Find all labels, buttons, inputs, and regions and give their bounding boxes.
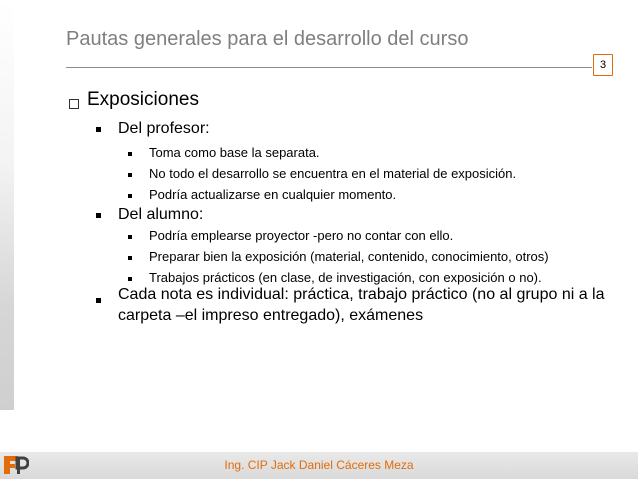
list-item: Toma como base la separata. — [149, 145, 320, 160]
footer-author: Ing. CIP Jack Daniel Cáceres Meza — [224, 458, 414, 472]
left-decorative-gradient — [0, 0, 14, 410]
list-item: Podría actualizarse en cualquier momento. — [149, 187, 397, 202]
bullet-icon — [128, 256, 132, 260]
list-item: Trabajos prácticos (en clase, de investigación, con exposición o no). — [149, 270, 542, 285]
bullet-exposiciones: Exposiciones — [87, 89, 199, 110]
slide-title: Pautas generales para el desarrollo del curso — [66, 28, 469, 50]
bullet-icon — [96, 298, 101, 303]
list-item: No todo el desarrollo se encuentra en el material de exposición. — [149, 166, 517, 181]
list-item: Podría emplearse proyector -pero no contar con ello. — [149, 228, 454, 243]
square-bullet-icon — [69, 99, 79, 109]
bullet-icon — [128, 277, 132, 281]
bullet-icon — [96, 213, 101, 218]
bullet-del-profesor: Del profesor: — [118, 120, 210, 137]
bullet-icon — [128, 173, 132, 177]
title-divider — [66, 67, 592, 68]
page-number-badge: 3 — [593, 54, 613, 76]
bullet-icon — [128, 194, 132, 198]
bullet-icon — [128, 235, 132, 239]
list-item: Preparar bien la exposición (material, contenido, conocimiento, otros) — [149, 249, 549, 264]
bullet-cada-nota: Cada nota es individual: práctica, trabajo práctico (no al grupo ni a la carpeta –el impreso entregado), exámenes — [118, 286, 605, 324]
bullet-del-alumno: Del alumno: — [118, 206, 204, 223]
bullet-icon — [128, 152, 132, 156]
bullet-icon — [96, 127, 101, 132]
